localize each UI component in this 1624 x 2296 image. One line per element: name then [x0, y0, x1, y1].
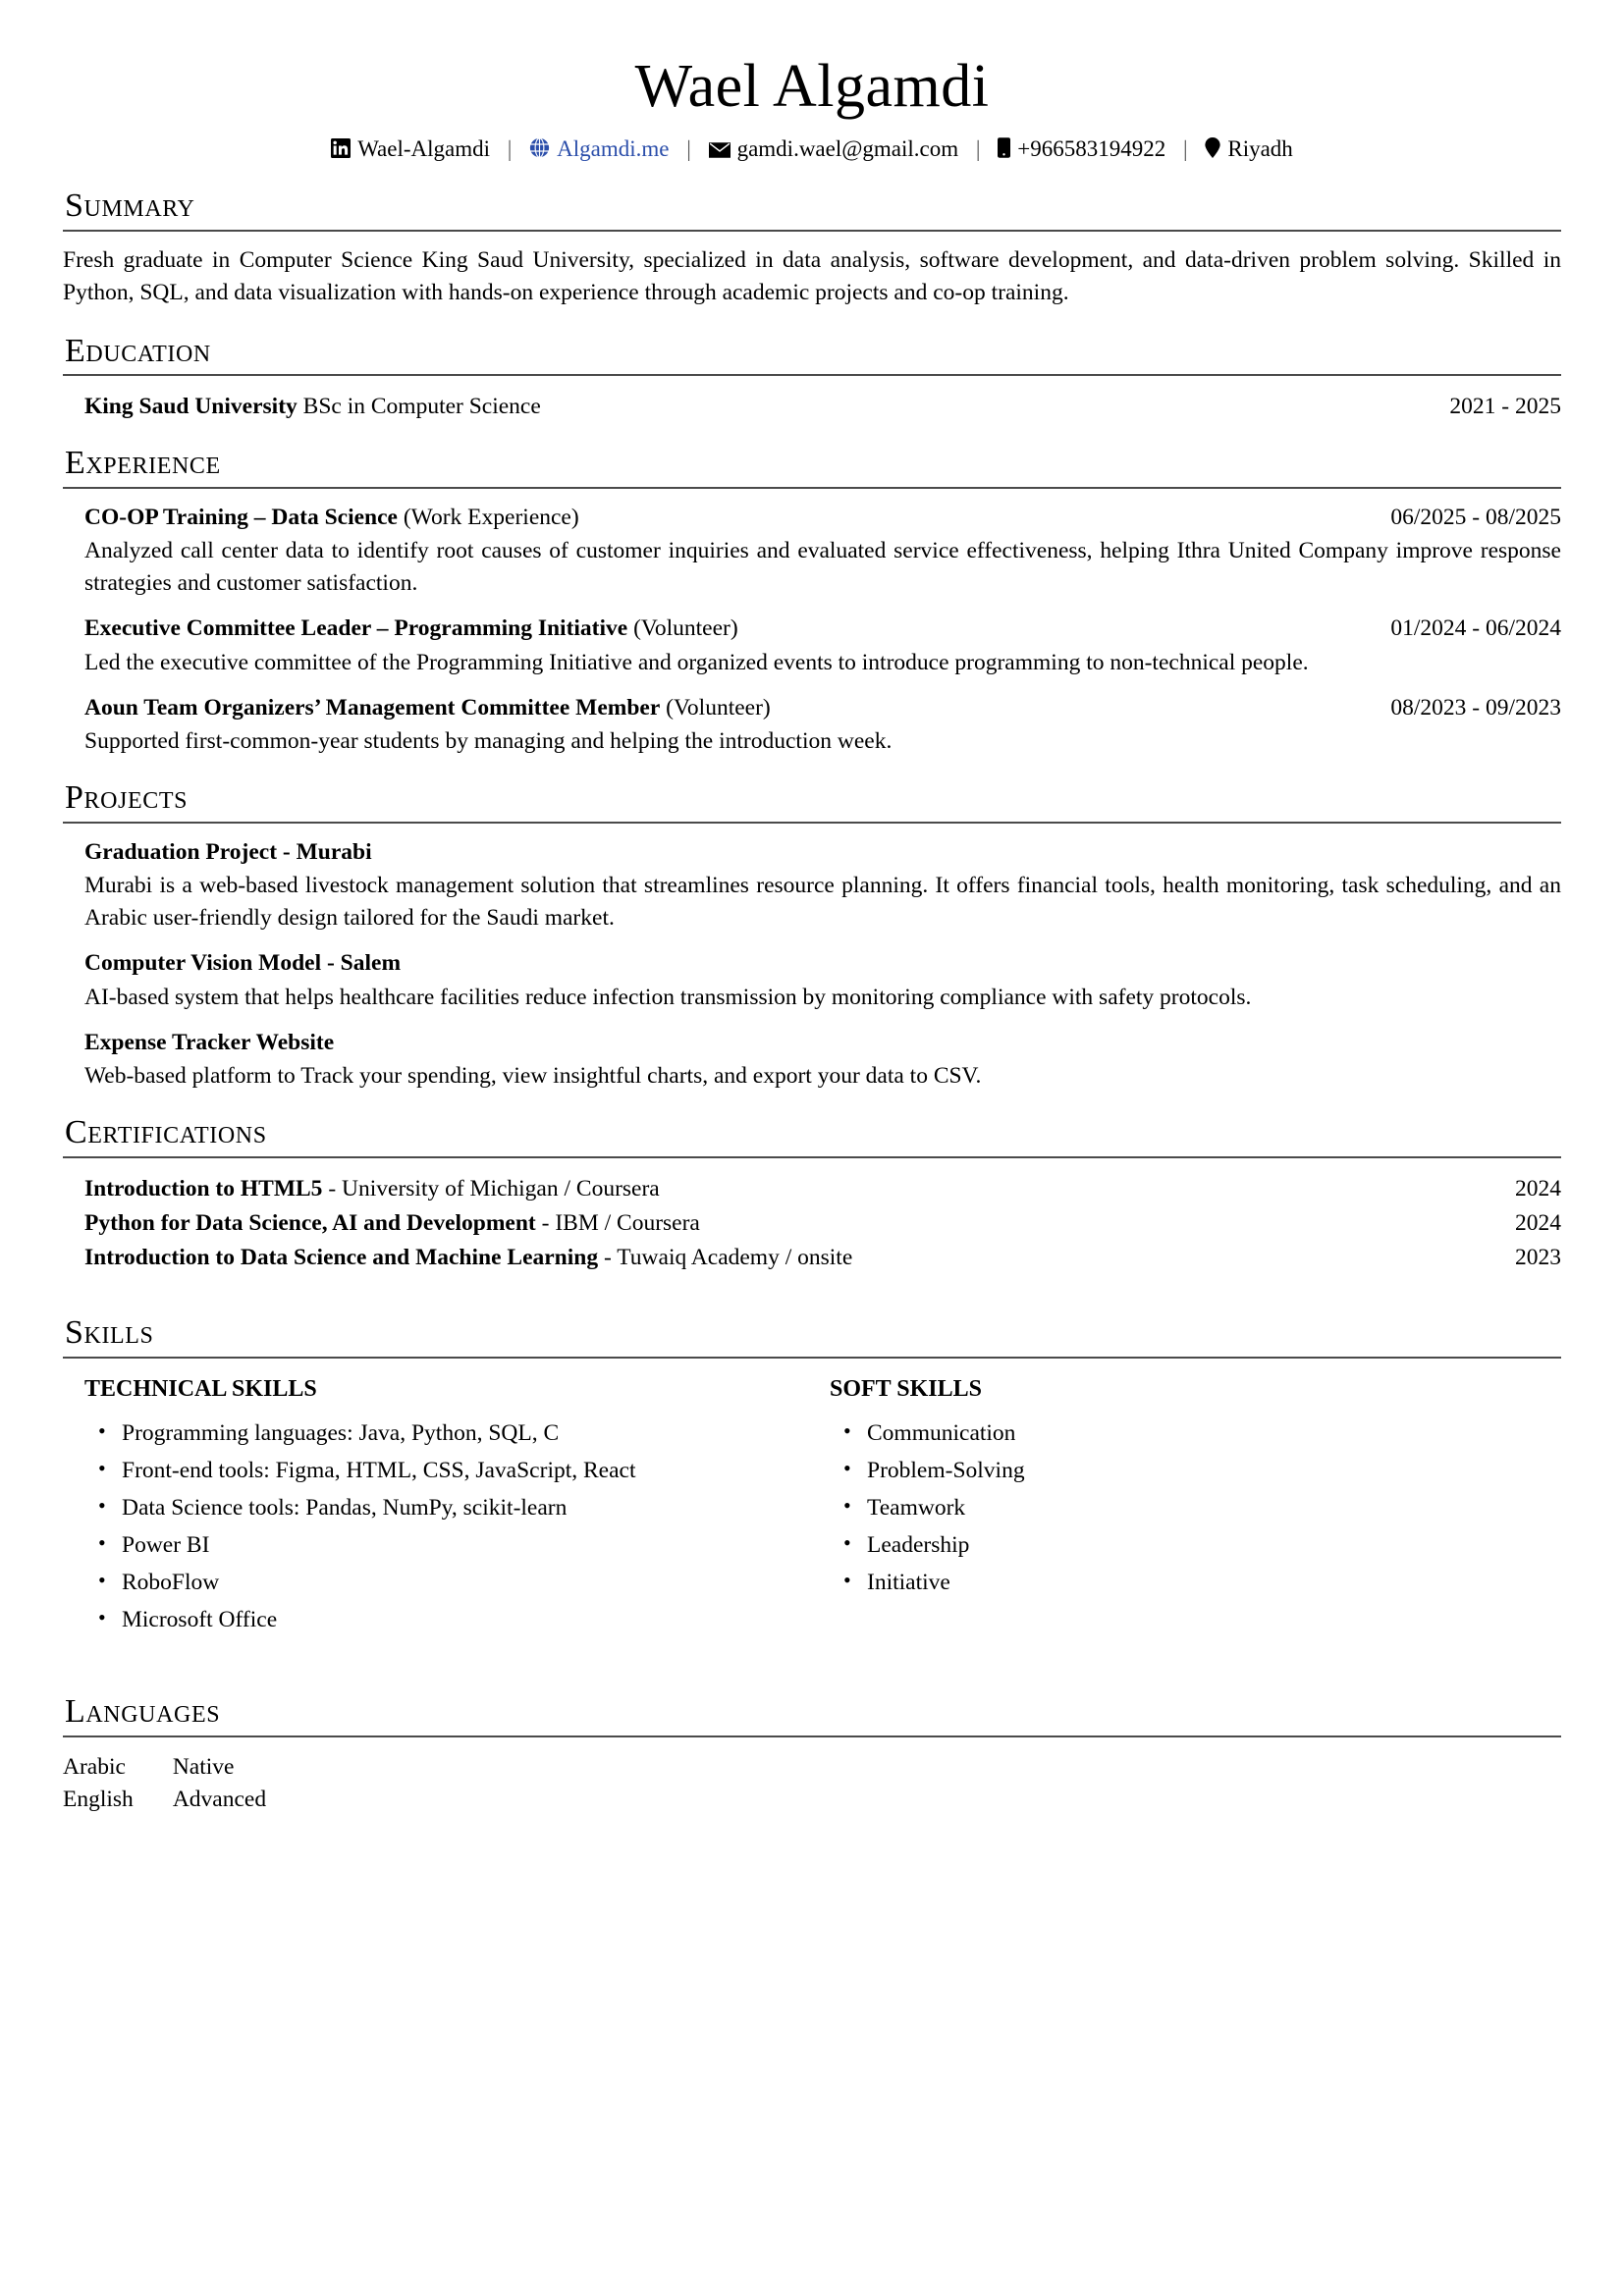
project-entry — [63, 948, 1561, 1014]
contact-linkedin[interactable] — [331, 133, 490, 167]
certification-name: Python for Data Science, AI and Development — [84, 1209, 536, 1236]
section-rule — [63, 374, 1561, 376]
language-name: Arabic — [63, 1753, 126, 1780]
list-item: • Microsoft Office — [122, 1601, 812, 1638]
contact-website-label[interactable]: Algamdi.me — [557, 135, 670, 161]
summary-text: Fresh graduate in Computer Science King Saud University, specialized in data analysis, software development, and data-driven problem solving. Skilled in Python, SQL, and data visualization with hands-on experience through academic projects and co-op training. — [63, 246, 1561, 306]
section-title-summary: Summary — [65, 187, 195, 225]
skills-heading-soft: SOFT SKILLS — [830, 1375, 982, 1402]
certification-year: 2023 — [1515, 1245, 1561, 1271]
section-certifications — [63, 1114, 1561, 1275]
contact-location-label: Riyadh — [1227, 135, 1293, 161]
section-rule — [63, 1156, 1561, 1158]
section-title-skills: Skills — [65, 1314, 154, 1352]
envelope-icon — [709, 142, 731, 158]
map-pin-icon — [1205, 137, 1220, 158]
contact-phone-label: +966583194922 — [1017, 135, 1166, 161]
certification-year: 2024 — [1515, 1175, 1561, 1201]
contact-location — [1205, 133, 1292, 167]
section-title-education: Education — [65, 333, 211, 370]
section-experience — [63, 445, 1561, 758]
contact-separator: | — [507, 135, 513, 161]
table-row — [63, 1784, 305, 1816]
contact-separator: | — [975, 135, 981, 161]
experience-entry — [63, 693, 1561, 759]
certification-name: Introduction to HTML5 — [84, 1175, 323, 1201]
list-item: • RoboFlow — [122, 1564, 812, 1601]
experience-role: Aoun Team Organizers’ Management Committee Member — [84, 694, 661, 721]
experience-type: (Work Experience) — [403, 504, 579, 530]
section-title-certifications: Certifications — [65, 1114, 267, 1151]
list-item: • Initiative — [867, 1564, 1561, 1601]
technical-skills-list — [84, 1415, 812, 1638]
resume-header — [63, 53, 1561, 166]
section-rule — [63, 822, 1561, 824]
list-item: • Problem-Solving — [867, 1452, 1561, 1489]
skills-column-soft — [812, 1374, 1561, 1639]
contact-website[interactable] — [529, 133, 669, 167]
languages-table — [63, 1751, 305, 1817]
globe-icon — [529, 137, 550, 158]
list-item: • Teamwork — [867, 1489, 1561, 1526]
project-description: Web-based platform to Track your spending, view insightful charts, and export your data to CSV. — [84, 1063, 982, 1090]
experience-entry — [63, 614, 1561, 679]
experience-role: Executive Committee Leader – Programming Initiative — [84, 615, 628, 642]
experience-description: Led the executive committee of the Programming Initiative and organized events to introduce programming to non-technical people. — [84, 649, 1309, 675]
list-item: • Front-end tools: Figma, HTML, CSS, JavaScript, React — [122, 1452, 812, 1489]
mobile-phone-icon — [998, 137, 1010, 158]
project-name: Graduation Project - Murabi — [84, 838, 372, 865]
section-rule — [63, 487, 1561, 489]
language-level: Advanced — [172, 1787, 267, 1813]
section-rule — [63, 230, 1561, 232]
experience-description: Supported first-common-year students by managing and helping the introduction week. — [84, 728, 893, 755]
experience-description: Analyzed call center data to identify root causes of customer inquiries and evaluated service effectiveness, helping Ithra United Company improve response strategies and customer satisfaction. — [84, 538, 1561, 597]
skills-heading-technical: TECHNICAL SKILLS — [84, 1375, 317, 1402]
section-title-experience: Experience — [65, 445, 221, 482]
section-rule — [63, 1735, 1561, 1737]
certification-issuer: - Tuwaiq Academy / onsite — [603, 1245, 853, 1271]
list-item: • Data Science tools: Pandas, NumPy, scikit-learn — [122, 1489, 812, 1526]
section-languages — [63, 1693, 1561, 1816]
skills-column-technical — [63, 1374, 812, 1639]
project-name: Computer Vision Model - Salem — [84, 950, 402, 977]
project-description: Murabi is a web-based livestock management solution that streamlines resource planning. It offers financial tools, health monitoring, task scheduling, and an Arabic user-friendly design tailored for the Saudi market. — [84, 873, 1561, 932]
list-item: • Power BI — [122, 1526, 812, 1564]
experience-entry — [63, 503, 1561, 601]
certification-row — [63, 1206, 1561, 1241]
contact-line — [63, 131, 1561, 166]
section-education — [63, 333, 1561, 423]
contact-linkedin-label: Wael-Algamdi — [357, 135, 491, 161]
linkedin-icon — [331, 138, 351, 158]
contact-separator: | — [1183, 135, 1188, 161]
project-entry — [63, 837, 1561, 935]
experience-date: 06/2025 - 08/2025 — [1390, 504, 1561, 530]
certification-issuer: - University of Michigan / Coursera — [328, 1175, 660, 1201]
certification-year: 2024 — [1515, 1209, 1561, 1236]
contact-phone[interactable] — [998, 133, 1165, 167]
section-title-languages: Languages — [65, 1693, 221, 1731]
certification-name: Introduction to Data Science and Machine Learning — [84, 1245, 599, 1271]
experience-date: 08/2023 - 09/2023 — [1390, 694, 1561, 721]
certification-issuer: - IBM / Coursera — [541, 1209, 700, 1236]
certification-row — [63, 1241, 1561, 1275]
project-description: AI-based system that helps healthcare facilities reduce infection transmission by monitoring compliance with safety protocols. — [84, 984, 1252, 1010]
contact-separator: | — [686, 135, 691, 161]
candidate-name: Wael Algamdi — [634, 53, 990, 120]
list-item: • Leadership — [867, 1526, 1561, 1564]
table-row — [63, 1751, 305, 1784]
list-item: • Programming languages: Java, Python, SQL, C — [122, 1415, 812, 1452]
section-summary — [63, 187, 1561, 309]
education-degree: BSc in Computer Science — [302, 394, 541, 420]
experience-date: 01/2024 - 06/2024 — [1390, 615, 1561, 642]
project-name: Expense Tracker Website — [84, 1029, 335, 1055]
section-projects — [63, 779, 1561, 1093]
experience-type: (Volunteer) — [666, 694, 771, 721]
section-skills — [63, 1314, 1561, 1638]
experience-type: (Volunteer) — [633, 615, 738, 642]
list-item: • Communication — [867, 1415, 1561, 1452]
certification-row — [63, 1172, 1561, 1206]
experience-role: CO-OP Training – Data Science — [84, 504, 398, 530]
contact-email[interactable] — [709, 133, 959, 167]
section-title-projects: Projects — [65, 779, 189, 817]
soft-skills-list — [830, 1415, 1561, 1601]
project-entry — [63, 1028, 1561, 1094]
section-rule — [63, 1357, 1561, 1359]
education-date: 2021 - 2025 — [1449, 394, 1561, 420]
education-entry — [63, 392, 1561, 423]
language-level: Native — [172, 1753, 235, 1780]
language-name: English — [63, 1787, 134, 1813]
contact-email-label: gamdi.wael@gmail.com — [736, 135, 959, 161]
education-institution: King Saud University — [84, 394, 298, 420]
